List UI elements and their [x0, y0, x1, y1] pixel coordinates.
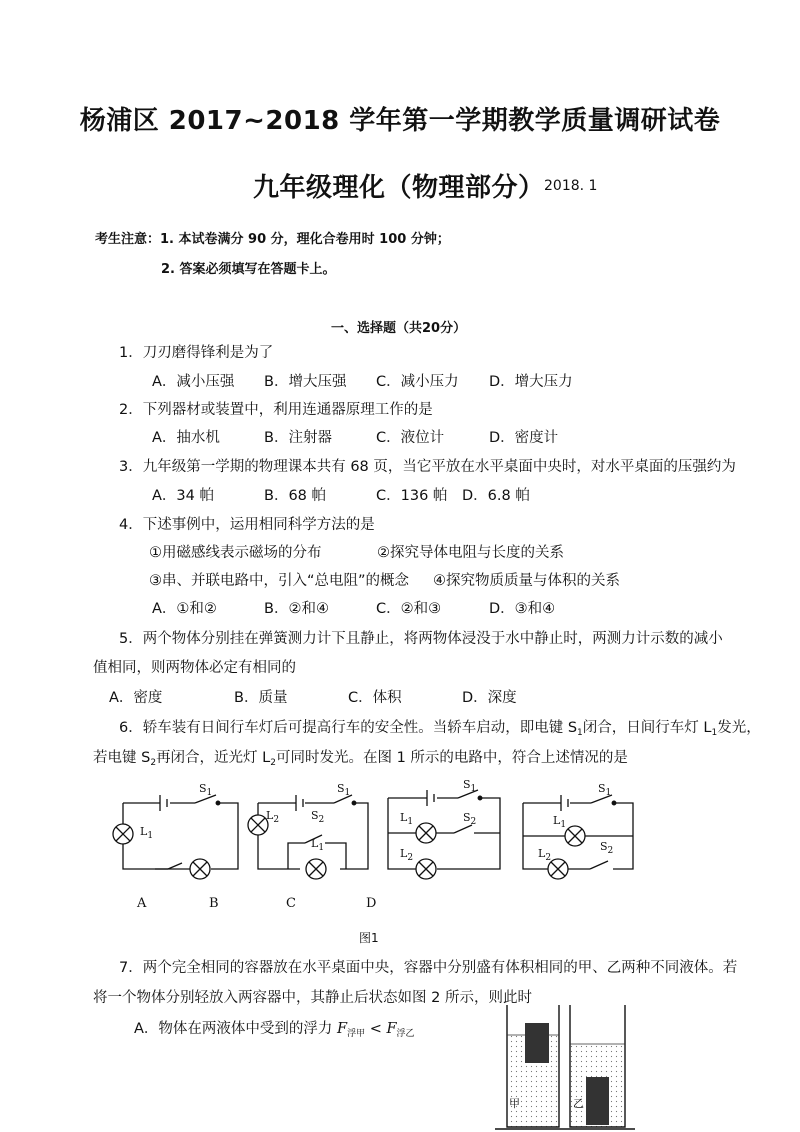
q5-option-c: C．体积 [348, 690, 402, 706]
q6-sub-l1: 1 [711, 728, 718, 738]
label-s2-d: $S_2$ [600, 840, 614, 856]
q6-text-2a: 若电键 S [93, 750, 151, 766]
q5-stem-line-2: 值相同，则两物体必定有相同的 [93, 660, 296, 676]
q6-sub-s1: 1 [577, 728, 583, 738]
q4-option-d: D．③和④ [489, 601, 556, 617]
q1-option-b: B．增大压强 [264, 374, 347, 390]
page-subtitle: 九年级理化（物理部分） [253, 173, 545, 203]
q6-text-2c: 可同时发光。在图 1 所示的电路中，符合上述情况的是 [275, 750, 628, 766]
q2-stem: 2．下列器材或装置中，利用连通器原理工作的是 [119, 402, 433, 418]
q4-item-1: ①用磁感线表示磁场的分布 [149, 545, 322, 561]
q4-stem: 4．下述事例中，运用相同科学方法的是 [119, 517, 375, 533]
q7-option-a [134, 1017, 415, 1039]
q7-f-2: F [386, 1021, 397, 1037]
label-s1-d: $S_1$ [598, 782, 612, 798]
q7-lt: < [365, 1021, 387, 1037]
figure-2-containers [490, 1005, 640, 1132]
label-l2-c: $L_2$ [266, 809, 280, 825]
q7-stem-line-2: 将一个物体分别轻放入两容器中，其静止后状态如图 2 所示，则此时 [93, 990, 532, 1006]
q7-sub-jia: 浮甲 [347, 1029, 366, 1039]
label-l1-d: $L_1$ [553, 814, 567, 830]
label-s2-c2: $S_2$ [463, 811, 477, 827]
q3-option-c: C．136 帕 [376, 488, 448, 504]
circuit-letter-b: B [209, 896, 219, 911]
circuit-letter-a: A [137, 896, 147, 911]
circuit-labels [0, 770, 800, 950]
q2-option-a: A．抽水机 [152, 430, 220, 446]
q3-option-b: B．68 帕 [264, 488, 327, 504]
q5-option-a: A．密度 [109, 690, 163, 706]
label-s1-c: $S_1$ [337, 782, 351, 798]
label-s1-c2: $S_1$ [463, 778, 477, 794]
page-title: 杨浦区 2017~2018 学年第一学期教学质量调研试卷 [79, 106, 721, 136]
q3-option-a: A．34 帕 [152, 488, 214, 504]
exam-date: 2018. 1 [544, 178, 598, 194]
circuit-letter-c: C [286, 896, 296, 911]
label-yi: 乙 [573, 1097, 584, 1110]
notice-line-1: 考生注意：1. 本试卷满分 90 分，理化合卷用时 100 分钟； [95, 232, 450, 247]
q7-f-1: F [337, 1021, 348, 1037]
q1-option-a: A．减小压强 [152, 374, 235, 390]
q4-item-2: ②探究导体电阻与长度的关系 [377, 545, 564, 561]
notice-line-2: 2. 答案必须填写在答题卡上。 [161, 262, 336, 277]
q1-option-d: D．增大压力 [489, 374, 573, 390]
q4-item-3: ③串、并联电路中，引入“总电阻”的概念 [149, 573, 410, 589]
q4-option-c: C．②和③ [376, 601, 442, 617]
label-jia: 甲 [509, 1097, 520, 1110]
q6-stem-line-2 [93, 746, 628, 768]
q3-option-d: D．6.8 帕 [462, 488, 530, 504]
label-l2-c2: $L_2$ [400, 847, 414, 863]
q6-stem-line-1 [119, 716, 761, 738]
q6-text-1c: 发光， [717, 720, 761, 736]
label-l1-c2: $L_1$ [400, 811, 414, 827]
label-l1-c: $L_1$ [311, 837, 325, 853]
q4-item-4: ④探究物质质量与体积的关系 [433, 573, 620, 589]
section-title: 一、选择题（共20分） [331, 321, 467, 336]
q6-sub-l2: 2 [270, 758, 276, 768]
q2-option-b: B．注射器 [264, 430, 332, 446]
q4-option-b: B．②和④ [264, 601, 329, 617]
q7-sub-yi: 浮乙 [396, 1029, 415, 1039]
q1-option-c: C．减小压力 [376, 374, 459, 390]
label-l1-a: $L_1$ [140, 825, 154, 841]
label-s2-c: $S_2$ [311, 809, 325, 825]
q5-option-d: D．深度 [462, 690, 517, 706]
q6-text-2b: 再闭合，近光灯 L [156, 750, 271, 766]
figure-1-caption: 图1 [359, 931, 379, 945]
q6-text-1b: 闭合，日间行车灯 L [582, 720, 712, 736]
q2-option-d: D．密度计 [489, 430, 559, 446]
q4-option-a: A．①和② [152, 601, 217, 617]
q3-stem: 3．九年级第一学期的物理课本共有 68 页，当它平放在水平桌面中央时，对水平桌面的压强约为 [119, 459, 736, 475]
q7-stem-line-1: 7．两个完全相同的容器放在水平桌面中央，容器中分别盛有体积相同的甲、乙两种不同液体。若 [119, 960, 738, 976]
label-l2-d: $L_2$ [538, 847, 552, 863]
q6-sub-s2: 2 [150, 758, 157, 768]
q7-option-a-text: A．物体在两液体中受到的浮力 [134, 1021, 338, 1037]
label-s1-a: $S_1$ [199, 782, 213, 798]
q5-stem-line-1: 5．两个物体分别挂在弹簧测力计下且静止，将两物体浸没于水中静止时，两测力计示数的减小 [119, 631, 723, 647]
q6-text-1a: 6．轿车装有日间行车灯后可提高行车的安全性。当轿车启动，即电键 S [119, 720, 578, 736]
q1-stem: 1．刀刃磨得锋利是为了 [119, 345, 274, 361]
q2-option-c: C．液位计 [376, 430, 445, 446]
circuit-letter-d: D [366, 896, 377, 911]
q5-option-b: B．质量 [234, 690, 288, 706]
